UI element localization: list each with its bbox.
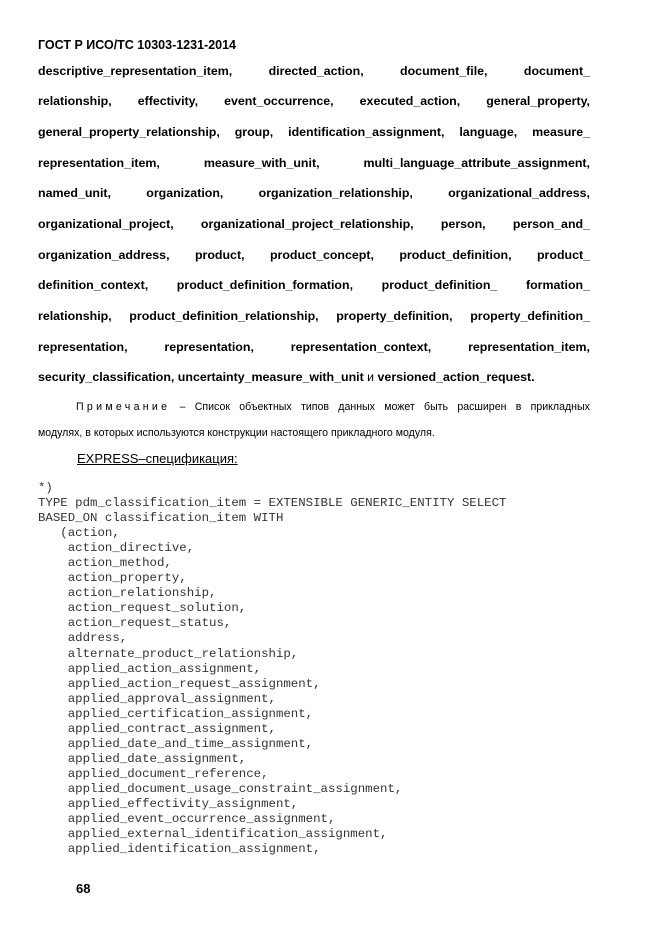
entity-name: general_property, <box>486 94 590 108</box>
code-line: action_relationship, <box>38 586 217 601</box>
entity-name: product_definition_ <box>381 278 498 292</box>
entity-name: property_definition_ <box>470 309 590 323</box>
entity-name: event_occurrence, <box>224 94 334 108</box>
entity-name: relationship, <box>38 309 112 323</box>
entity-name: identification_assignment, <box>288 125 445 139</box>
note-word: Список <box>194 401 230 413</box>
code-line: applied_document_reference, <box>38 766 269 781</box>
express-specification-label: EXPRESS–спецификация: <box>77 451 238 466</box>
entity-name: multi_language_attribute_assignment, <box>363 156 590 170</box>
entity-name: product_definition_formation, <box>176 278 354 292</box>
entity-list-line <box>38 339 590 355</box>
note-word: объектных <box>239 401 292 413</box>
entity-name: measure_with_unit, <box>203 156 320 170</box>
entity-list-line <box>38 63 590 79</box>
code-line: action_request_status, <box>38 616 232 631</box>
code-line: applied_action_assignment, <box>38 661 262 676</box>
code-line: applied_effectivity_assignment, <box>38 796 299 811</box>
entity-name: document_file, <box>400 64 488 78</box>
code-line: applied_event_occurrence_assignment, <box>38 812 336 827</box>
entity-name: versioned_action_request. <box>374 370 535 384</box>
code-line: address, <box>38 631 128 646</box>
code-line: applied_certification_assignment, <box>38 706 314 721</box>
note-word: в <box>515 401 522 413</box>
note-word: быть <box>424 401 449 413</box>
code-line: *) <box>38 481 53 495</box>
entity-name: definition_context, <box>38 278 149 292</box>
entity-name: organization_address, <box>38 248 170 262</box>
entity-name: measure_ <box>532 125 590 139</box>
entity-name: effectivity, <box>137 94 199 108</box>
conjunction: и <box>367 370 375 384</box>
entity-list-line <box>38 185 590 201</box>
entity-name: product_ <box>536 248 590 262</box>
entity-list-line <box>38 124 590 140</box>
code-line: applied_external_identification_assignment, <box>38 827 388 842</box>
code-line: action_request_solution, <box>38 601 247 616</box>
entity-name: product_definition, <box>399 248 512 262</box>
entity-name: property_definition, <box>336 309 453 323</box>
note-word: расширен <box>457 401 507 413</box>
entity-name: product_concept, <box>269 248 374 262</box>
entity-list-line <box>38 308 590 324</box>
note-word: может <box>384 401 415 413</box>
code-line: applied_document_usage_constraint_assignment, <box>38 781 403 796</box>
note-word: данных <box>338 401 375 413</box>
note-word: типов <box>300 401 330 413</box>
note-label: Примечание <box>76 401 171 413</box>
entity-name: descriptive_representation_item, <box>38 64 233 78</box>
entity-name: person_and_ <box>512 217 590 231</box>
express-code-block <box>38 481 506 857</box>
entity-name: representation_context, <box>290 340 432 354</box>
code-line: action_method, <box>38 556 172 571</box>
note-continuation: модулях, в которых используются конструкции настоящего прикладного модуля. <box>38 427 435 439</box>
entity-list-line <box>38 277 590 293</box>
entity-name: organization_relationship, <box>258 186 413 200</box>
page-header: ГОСТ Р ИСО/ТС 10303-1231-2014 <box>38 38 237 52</box>
entity-name: representation, <box>164 340 254 354</box>
entity-name: formation_ <box>525 278 590 292</box>
entity-list-line <box>38 369 590 385</box>
entity-name: executed_action, <box>359 94 461 108</box>
entity-name: group, <box>234 125 274 139</box>
code-line: applied_action_request_assignment, <box>38 676 321 691</box>
code-line: applied_identification_assignment, <box>38 842 321 857</box>
entity-list-line <box>38 216 590 232</box>
code-line: TYPE pdm_classification_item = EXTENSIBLE GENERIC_ENTITY SELECT <box>38 496 507 511</box>
code-line: applied_contract_assignment, <box>38 721 276 736</box>
entity-name: organizational_address, <box>448 186 590 200</box>
entity-list-line <box>38 247 590 263</box>
entity-name: document_ <box>523 64 590 78</box>
entity-name: organization, <box>146 186 224 200</box>
code-line: applied_date_and_time_assignment, <box>38 736 314 751</box>
note-dash: – <box>179 401 186 413</box>
entity-name: security_classification, uncertainty_measure_with_unit <box>38 370 368 384</box>
code-line: applied_approval_assignment, <box>38 691 276 706</box>
entity-name: organizational_project_relationship, <box>200 217 414 231</box>
entity-name: general_property_relationship, <box>38 125 220 139</box>
entity-name: organizational_project, <box>38 217 174 231</box>
entity-name: language, <box>459 125 518 139</box>
entity-name: product, <box>194 248 245 262</box>
entity-name: directed_action, <box>268 64 364 78</box>
note-word: прикладных <box>530 401 590 413</box>
entity-name: named_unit, <box>38 186 111 200</box>
note <box>38 400 590 414</box>
entity-name: representation_item, <box>468 340 590 354</box>
entity-name: representation_item, <box>38 156 160 170</box>
entity-name: product_definition_relationship, <box>129 309 319 323</box>
page-number: 68 <box>76 881 91 896</box>
code-line: applied_date_assignment, <box>38 751 247 766</box>
code-line: action_directive, <box>38 541 195 556</box>
entity-name: relationship, <box>38 94 112 108</box>
entity-list-line <box>38 155 590 171</box>
code-line: alternate_product_relationship, <box>38 646 299 661</box>
entity-list-line <box>38 93 590 109</box>
entity-name: representation, <box>38 340 128 354</box>
code-line: (action, <box>38 526 120 541</box>
code-line: BASED_ON classification_item WITH <box>38 511 284 526</box>
entity-name: person, <box>440 217 486 231</box>
code-line: action_property, <box>38 571 187 586</box>
